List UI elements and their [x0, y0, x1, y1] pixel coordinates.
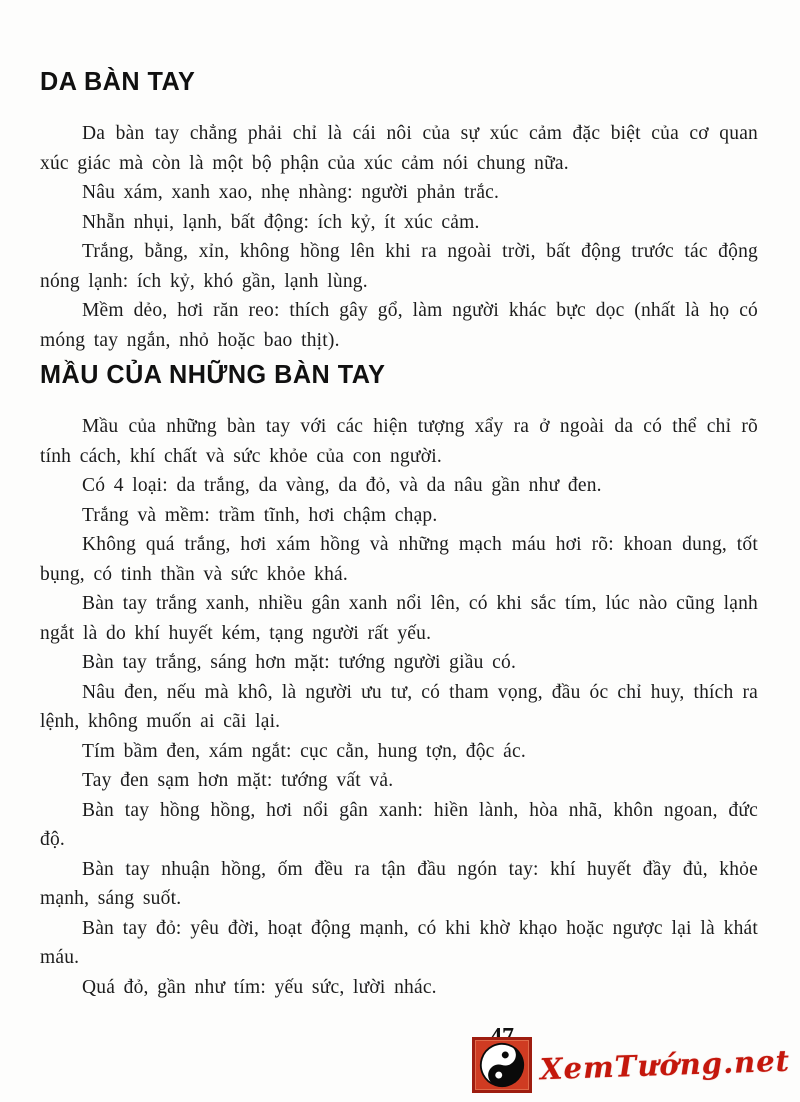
section-heading-mau-cua-nhung-ban-tay: MẦU CỦA NHỮNG BÀN TAY	[40, 359, 386, 389]
section-heading-da-ban-tay: DA BÀN TAY	[40, 66, 196, 96]
watermark	[472, 1032, 790, 1098]
paragraph: Tay đen sạm hơn mặt: tướng vất vả.	[82, 770, 394, 791]
paragraph: Nâu đen, nếu mà khô, là người ưu tư, có tham vọng, đầu óc chỉ huy, thích ra lệnh, không muốn ai cãi lại.	[40, 681, 758, 732]
paragraph: Có 4 loại: da trắng, da vàng, da đỏ, và da nâu gần như đen.	[82, 475, 602, 496]
page-content	[40, 0, 758, 1002]
paragraph: Không quá trắng, hơi xám hồng và những mạch máu hơi rõ: khoan dung, tốt bụng, có tinh thần và sức khỏe khá.	[40, 534, 758, 585]
paragraph: Bàn tay nhuận hồng, ốm đều ra tận đầu ngón tay: khí huyết đầy đủ, khỏe mạnh, sáng suốt.	[40, 858, 758, 909]
paragraph: Nhẵn nhụi, lạnh, bất động: ích kỷ, ít xúc cảm.	[82, 211, 480, 233]
paragraph: Mềm dẻo, hơi răn reo: thích gây gổ, làm người khác bực dọc (nhất là họ có móng tay ngắn, nhỏ hoặc bao thịt).	[40, 300, 758, 351]
paragraph: Quá đỏ, gần như tím: yếu sức, lười nhác.	[82, 976, 437, 998]
yin-yang-logo	[472, 1037, 532, 1093]
paragraph: Trắng và mềm: trầm tĩnh, hơi chậm chạp.	[82, 504, 438, 526]
paragraph: Bàn tay trắng xanh, nhiều gân xanh nổi lên, có khi sắc tím, lúc nào cũng lạnh ngắt là do khí huyết kém, tạng người rất yếu.	[40, 593, 758, 644]
watermark-site-name: XemTướng.net	[539, 1043, 791, 1087]
paragraph: Bàn tay đỏ: yêu đời, hoạt động mạnh, có khi khờ khạo hoặc ngược lại là khát máu.	[40, 917, 758, 968]
paragraph: Bàn tay hồng hồng, hơi nổi gân xanh: hiền lành, hòa nhã, khôn ngoan, đức độ.	[40, 799, 758, 850]
paragraph: Da bàn tay chẳng phải chỉ là cái nôi của sự xúc cảm đặc biệt của cơ quan xúc giác mà còn là một bộ phận của xúc cảm nói chung nữa.	[40, 123, 758, 174]
paragraph: Bàn tay trắng, sáng hơn mặt: tướng người giầu có.	[82, 652, 517, 673]
paragraph: Nâu xám, xanh xao, nhẹ nhàng: người phản trắc.	[82, 182, 500, 203]
yin-yang-icon	[473, 1036, 531, 1094]
paragraph: Tím bầm đen, xám ngắt: cục cằn, hung tợn, độc ác.	[82, 740, 526, 762]
paragraph: Trắng, bằng, xỉn, không hồng lên khi ra ngoài trời, bất động trước tác động nóng lạnh: ích kỷ, khó gần, lạnh lùng.	[40, 241, 758, 292]
paragraph: Mầu của những bàn tay với các hiện tượng xẩy ra ở ngoài da có thể chỉ rõ tính cách, khí chất và sức khỏe của con người.	[40, 416, 758, 467]
